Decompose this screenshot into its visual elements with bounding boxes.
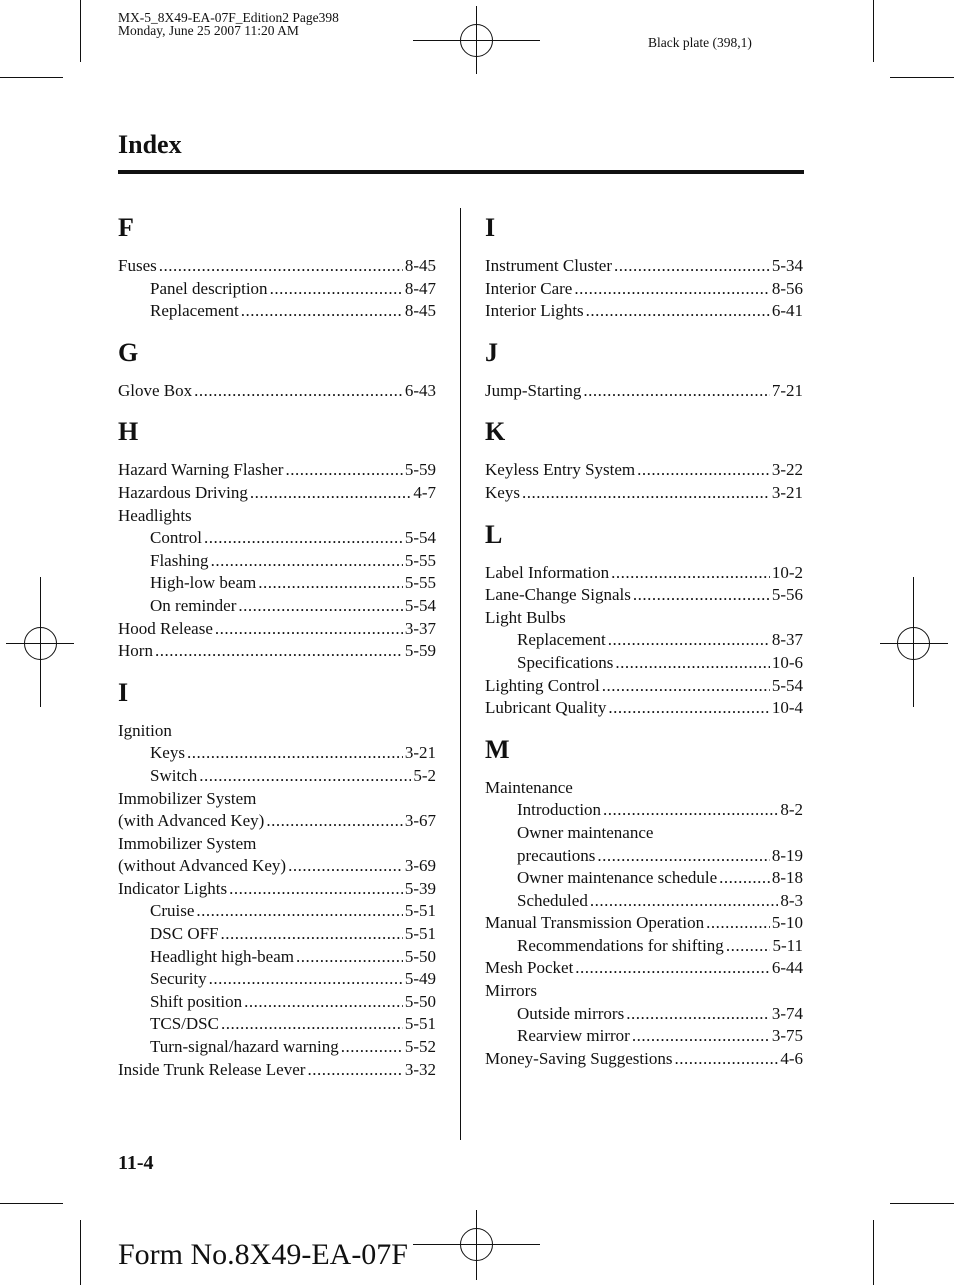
dot-leader	[221, 1013, 403, 1036]
entry-page: 3-67	[404, 811, 436, 831]
entry-label: Shift position	[150, 991, 243, 1011]
dot-leader	[611, 562, 770, 585]
dot-leader	[209, 968, 403, 991]
dot-leader	[614, 255, 770, 278]
index-entry	[485, 482, 803, 505]
index-subentry	[485, 652, 803, 675]
index-entry	[485, 300, 803, 323]
section-letter: L	[485, 519, 503, 549]
entry-label: Jump-Starting	[485, 380, 582, 400]
dot-leader	[296, 946, 403, 969]
dot-leader	[270, 278, 403, 301]
entry-page: 10-4	[771, 698, 803, 718]
section-letter: F	[118, 213, 134, 242]
index-entry	[485, 562, 803, 585]
entry-label: Headlight high-beam	[150, 946, 294, 966]
entry-label: On reminder	[150, 595, 237, 615]
entry-label: Specifications	[517, 652, 614, 672]
index-entry	[118, 459, 436, 482]
dot-leader	[341, 1036, 403, 1059]
index-entry	[485, 697, 803, 720]
dot-leader	[626, 1003, 770, 1026]
entry-label: High-low beam	[150, 573, 257, 593]
plate-label: Black plate (398,1)	[648, 35, 752, 50]
section-letter: I	[485, 213, 496, 242]
entry-label: Light Bulbs	[485, 607, 566, 627]
entry-page: 4-6	[780, 1048, 803, 1068]
entry-label: Hazardous Driving	[118, 482, 248, 502]
entry-label: Security	[150, 969, 207, 989]
dot-leader	[250, 482, 412, 505]
dot-leader	[194, 380, 403, 403]
entry-label: Inside Trunk Release Lever	[118, 1059, 306, 1079]
entry-page: 3-37	[404, 618, 436, 638]
entry-page: 5-39	[404, 878, 436, 898]
index-entry	[485, 255, 803, 278]
entry-label: Lubricant Quality	[485, 698, 607, 718]
index-subentry	[118, 572, 436, 595]
entry-page: 5-50	[404, 946, 436, 966]
dot-leader	[187, 742, 403, 765]
dot-leader	[583, 380, 769, 403]
entry-page: 5-10	[771, 913, 803, 933]
index-subentry	[118, 991, 436, 1014]
index-entry	[118, 833, 436, 856]
index-subentry	[118, 278, 436, 301]
entry-label: Instrument Cluster	[485, 256, 613, 275]
entry-page: 3-22	[771, 460, 803, 480]
entry-page: 3-21	[404, 743, 436, 763]
entry-label: Ignition	[118, 720, 172, 740]
entry-label: Manual Transmission Operation	[485, 913, 705, 933]
dot-leader	[221, 923, 403, 946]
index-section	[118, 210, 436, 323]
entry-label: Glove Box	[118, 380, 193, 400]
entry-label: Money-Saving Suggestions	[485, 1048, 673, 1068]
entry-label: Scheduled	[517, 890, 588, 910]
print-file-line: MX-5_8X49-EA-07F_Edition2 Page398	[118, 10, 339, 25]
dot-leader	[597, 845, 769, 868]
index-entry	[118, 720, 436, 743]
index-subentry	[118, 742, 436, 765]
entry-label: Rearview mirror	[517, 1026, 630, 1046]
section-letter: G	[118, 337, 139, 367]
dot-leader	[155, 640, 403, 663]
entry-label: Owner maintenance	[517, 822, 654, 842]
section-letter: H	[118, 417, 139, 447]
entry-label: Immobilizer System	[118, 833, 257, 853]
entry-page: 8-3	[780, 890, 803, 910]
entry-page: 8-45	[404, 301, 436, 321]
entry-page: 5-54	[404, 528, 436, 548]
entry-page: 8-37	[771, 630, 803, 650]
dot-leader	[726, 935, 771, 958]
entry-page: 5-51	[404, 1014, 436, 1034]
entry-page: 8-18	[771, 868, 803, 888]
index-entry	[485, 957, 803, 980]
index-entry	[485, 912, 803, 935]
entry-label: Cruise	[150, 901, 195, 921]
entry-label: Interior Care	[485, 278, 573, 298]
index-subentry	[485, 822, 803, 845]
index-subentry	[118, 300, 436, 323]
page-title: Index	[118, 130, 182, 159]
dot-leader	[674, 1048, 778, 1071]
index-entry	[118, 380, 436, 403]
entry-page: 3-32	[404, 1059, 436, 1079]
entry-label: Flashing	[150, 550, 209, 570]
entry-label: Outside mirrors	[517, 1003, 625, 1023]
entry-label: Keyless Entry System	[485, 460, 636, 480]
entry-page: 5-54	[771, 675, 803, 695]
index-entry	[118, 640, 436, 663]
index-subentry	[118, 527, 436, 550]
index-entry	[118, 810, 436, 833]
index-section	[118, 675, 436, 1082]
index-column-left	[118, 208, 436, 1081]
index-subentry	[485, 867, 803, 890]
dot-leader	[575, 957, 770, 980]
entry-page: 8-19	[771, 845, 803, 865]
entry-label: Panel description	[150, 278, 268, 298]
dot-leader	[244, 991, 403, 1014]
entry-label: Hood Release	[118, 618, 213, 638]
index-section	[485, 210, 803, 323]
index-entry	[485, 1048, 803, 1071]
entry-label: Recommendations for shifting	[517, 935, 724, 955]
entry-page: 7-21	[771, 380, 803, 400]
entry-page: 6-44	[771, 958, 803, 978]
entry-label: Introduction	[517, 800, 602, 820]
dot-leader	[637, 459, 770, 482]
entry-page: 5-55	[404, 550, 436, 570]
index-section	[118, 414, 436, 662]
entry-label: Lighting Control	[485, 675, 600, 695]
index-subentry	[485, 935, 803, 958]
dot-leader	[266, 810, 402, 833]
entry-label: DSC OFF	[150, 924, 219, 944]
entry-label: Keys	[150, 743, 185, 763]
index-entry	[118, 788, 436, 811]
index-entry	[485, 607, 803, 630]
section-letter: M	[485, 734, 510, 764]
entry-page: 5-51	[404, 901, 436, 921]
index-entry	[485, 278, 803, 301]
entry-page: 6-43	[404, 380, 436, 400]
entry-label: Headlights	[118, 505, 192, 525]
entry-page: 5-50	[404, 991, 436, 1011]
index-subentry	[118, 923, 436, 946]
dot-leader	[602, 675, 770, 698]
index-subentry	[118, 1013, 436, 1036]
dot-leader	[603, 799, 778, 822]
entry-page: 3-74	[771, 1003, 803, 1023]
entry-page: 3-75	[771, 1026, 803, 1046]
dot-leader	[706, 912, 770, 935]
index-subentry	[118, 1036, 436, 1059]
dot-leader	[633, 584, 770, 607]
entry-label: Owner maintenance schedule	[517, 868, 718, 888]
index-subentry	[118, 765, 436, 788]
index-section	[485, 335, 803, 403]
index-entry	[118, 1059, 436, 1082]
index-entry	[118, 505, 436, 528]
index-entry	[485, 584, 803, 607]
index-subentry	[485, 890, 803, 913]
entry-page: 3-21	[771, 482, 803, 502]
column-divider	[460, 208, 461, 1140]
entry-page: 5-54	[404, 595, 436, 615]
dot-leader	[608, 697, 770, 720]
entry-page: 8-56	[771, 278, 803, 298]
index-entry	[118, 855, 436, 878]
index-section	[118, 335, 436, 403]
dot-leader	[241, 300, 403, 323]
entry-label: Horn	[118, 641, 153, 661]
entry-page: 5-59	[404, 460, 436, 480]
entry-page: 6-41	[771, 301, 803, 321]
entry-page: 5-34	[771, 256, 803, 275]
dot-leader	[574, 278, 770, 301]
entry-label: Switch	[150, 765, 198, 785]
section-letter: K	[485, 417, 506, 447]
entry-label: Label Information	[485, 562, 610, 582]
entry-page: 5-11	[772, 935, 803, 955]
index-subentry	[485, 1003, 803, 1026]
entry-label: Turn-signal/hazard warning	[150, 1037, 339, 1057]
dot-leader	[586, 300, 770, 323]
index-subentry	[118, 550, 436, 573]
index-entry	[485, 459, 803, 482]
entry-label: Lane-Change Signals	[485, 585, 631, 605]
entry-label: Hazard Warning Flasher	[118, 460, 284, 480]
index-entry	[485, 777, 803, 800]
index-subentry	[118, 946, 436, 969]
entry-page: 5-55	[404, 573, 436, 593]
index-entry	[485, 380, 803, 403]
dot-leader	[215, 618, 403, 641]
entry-page: 4-7	[413, 482, 436, 502]
entry-label: Replacement	[517, 630, 606, 650]
entry-label: (with Advanced Key)	[118, 811, 265, 831]
index-column-right	[485, 208, 803, 1070]
dot-leader	[632, 1025, 770, 1048]
dot-leader	[307, 1059, 402, 1082]
section-letter: I	[118, 677, 129, 707]
dot-leader	[615, 652, 770, 675]
index-subentry	[118, 900, 436, 923]
index-subentry	[118, 595, 436, 618]
index-entry	[118, 878, 436, 901]
dot-leader	[199, 765, 411, 788]
entry-label: Control	[150, 528, 202, 548]
dot-leader	[719, 867, 770, 890]
title-rule	[118, 170, 804, 174]
entry-page: 10-2	[771, 562, 803, 582]
index-subentry	[485, 845, 803, 868]
entry-page: 8-2	[780, 800, 803, 820]
dot-leader	[204, 527, 403, 550]
index-entry	[118, 618, 436, 641]
dot-leader	[196, 900, 402, 923]
index-entry	[118, 482, 436, 505]
entry-page: 5-51	[404, 924, 436, 944]
entry-label: Indicator Lights	[118, 878, 228, 898]
section-letter: J	[485, 337, 498, 367]
entry-label: Replacement	[150, 301, 239, 321]
entry-label: Maintenance	[485, 777, 573, 797]
dot-leader	[238, 595, 402, 618]
entry-label: precautions	[517, 845, 596, 865]
dot-leader	[522, 482, 770, 505]
dot-leader	[590, 890, 779, 913]
index-entry	[485, 980, 803, 1003]
entry-page: 8-47	[404, 278, 436, 298]
entry-page: 10-6	[771, 652, 803, 672]
entry-page: 5-59	[404, 641, 436, 661]
index-entry	[118, 255, 436, 278]
index-subentry	[485, 799, 803, 822]
entry-page: 8-45	[404, 256, 436, 275]
entry-label: Mirrors	[485, 981, 537, 1001]
entry-page: 5-56	[771, 585, 803, 605]
index-entry	[485, 675, 803, 698]
index-section	[485, 732, 803, 1071]
dot-leader	[229, 878, 403, 901]
entry-label: Interior Lights	[485, 301, 584, 321]
dot-leader	[285, 459, 402, 482]
entry-page: 5-52	[404, 1037, 436, 1057]
dot-leader	[288, 855, 403, 878]
index-subentry	[485, 629, 803, 652]
page-number: 11-4	[118, 1152, 154, 1174]
entry-label: (without Advanced Key)	[118, 856, 287, 876]
print-date-line: Monday, June 25 2007 11:20 AM	[118, 23, 299, 38]
dot-leader	[608, 629, 770, 652]
index-subentry	[118, 968, 436, 991]
entry-label: TCS/DSC	[150, 1014, 219, 1034]
entry-label: Fuses	[118, 256, 157, 275]
entry-page: 5-2	[413, 765, 436, 785]
entry-page: 5-49	[404, 969, 436, 989]
index-section	[485, 414, 803, 504]
dot-leader	[159, 255, 403, 278]
index-subentry	[485, 1025, 803, 1048]
entry-label: Immobilizer System	[118, 788, 257, 808]
dot-leader	[211, 550, 403, 573]
entry-label: Keys	[485, 482, 520, 502]
entry-label: Mesh Pocket	[485, 958, 574, 978]
index-section	[485, 517, 803, 720]
entry-page: 3-69	[404, 856, 436, 876]
dot-leader	[258, 572, 403, 595]
form-number: Form No.8X49-EA-07F	[118, 1238, 408, 1271]
